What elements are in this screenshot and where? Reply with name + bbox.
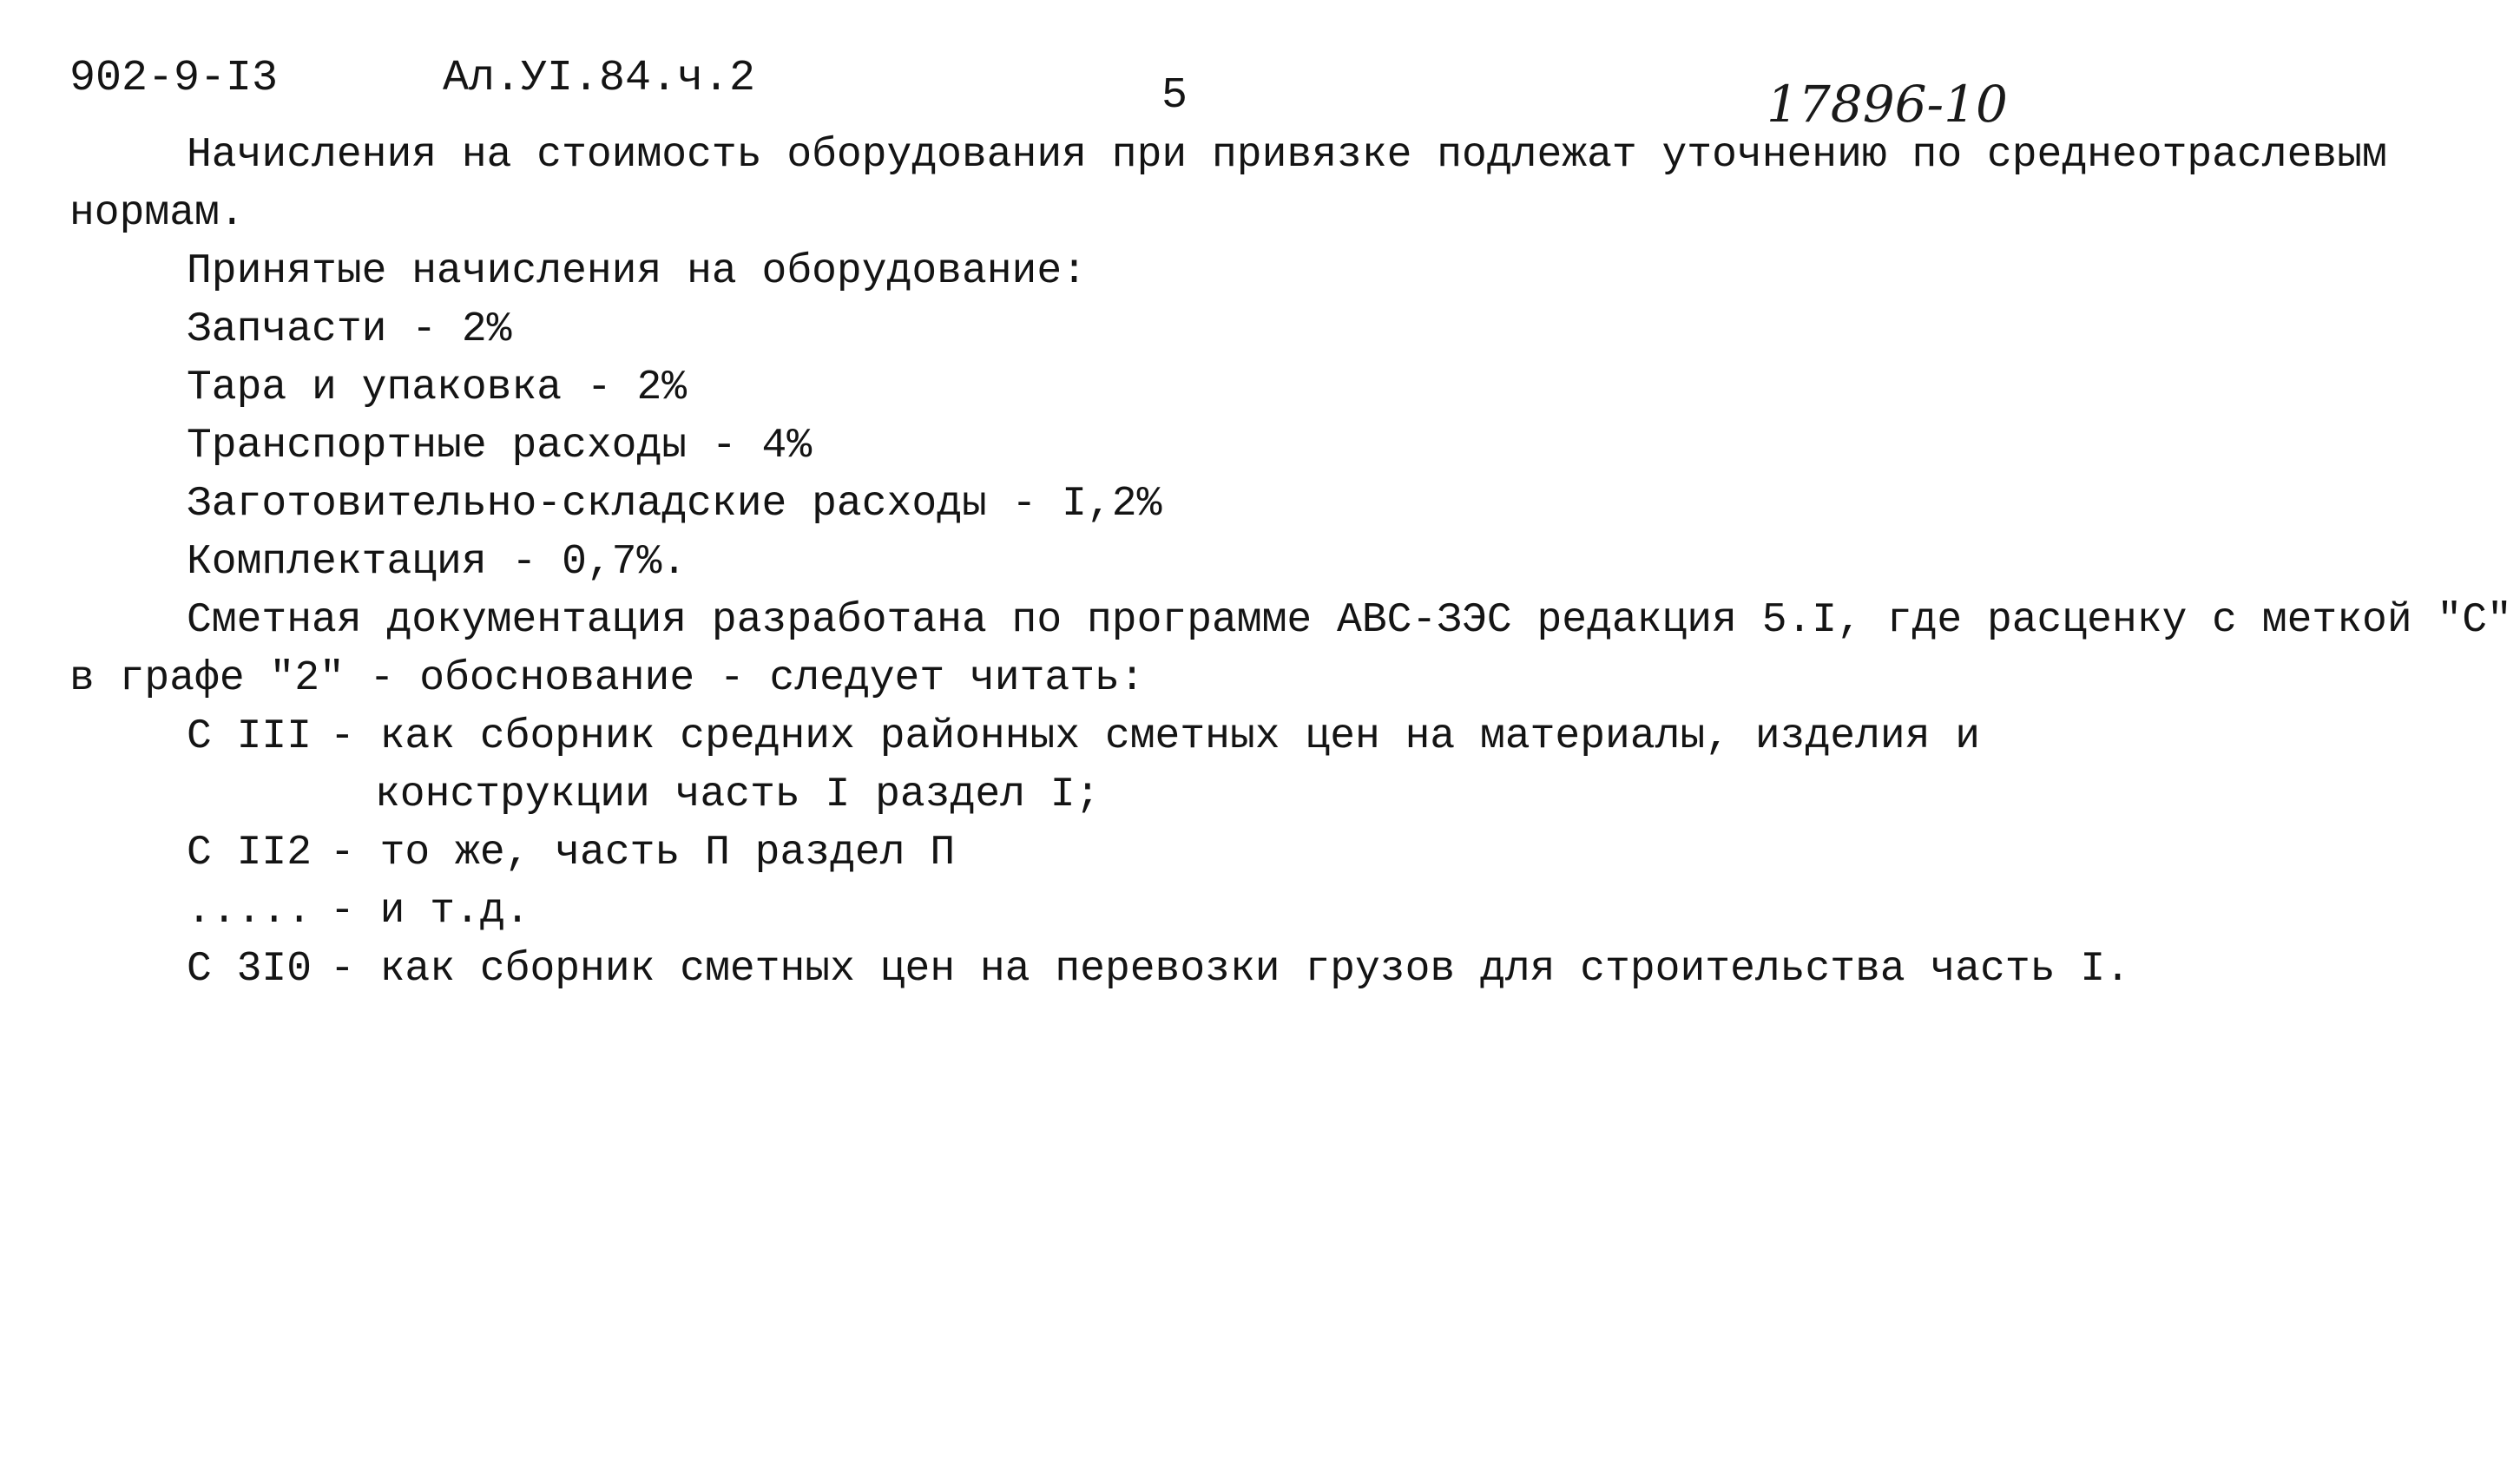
accepted-charges-title: Принятые начисления на оборудование:: [187, 248, 1087, 295]
estimate-line-1: Сметная документация разработана по программе АВС-ЗЭС редакция 5.I, где расценку с меткой "С": [187, 597, 2512, 644]
code-description: - как сборник сметных цен на перевозки грузов для строительства часть I.: [330, 946, 2130, 993]
charge-packaging: Тара и упаковка - 2%: [187, 364, 688, 411]
album-reference: Ал.УI.84.ч.2: [443, 54, 756, 103]
charge-procurement-storage: Заготовительно-складские расходы - I,2%: [187, 481, 1162, 528]
intro-line-1: Начисления на стоимость оборудования при привязке подлежат уточнению по среднеотраслевым: [187, 132, 2387, 179]
code-description: - как сборник средних районных сметных цен на материалы, изделия и: [330, 713, 1981, 760]
code-label: С 3I0: [187, 946, 313, 993]
code-description-continued: конструкции часть I раздел I;: [375, 771, 1101, 818]
inventory-number: 17896-10: [1767, 75, 2008, 134]
estimate-line-2: в графе "2" - обоснование - следует читать:: [69, 655, 1145, 702]
charge-spare-parts: Запчасти - 2%: [187, 306, 512, 353]
charge-completion: Комплектация - 0,7%.: [187, 539, 688, 586]
intro-line-2: нормам.: [69, 190, 245, 237]
code-description: - и т.д.: [330, 888, 530, 935]
doc-code: 902-9-I3: [69, 54, 279, 103]
code-label: С III: [187, 713, 313, 760]
code-description: - то же, часть П раздел П: [330, 830, 956, 876]
charge-transport: Транспортные расходы - 4%: [187, 423, 813, 469]
code-label: .....: [187, 888, 313, 935]
page-number: 5: [1161, 71, 1188, 121]
code-label: С II2: [187, 830, 313, 876]
